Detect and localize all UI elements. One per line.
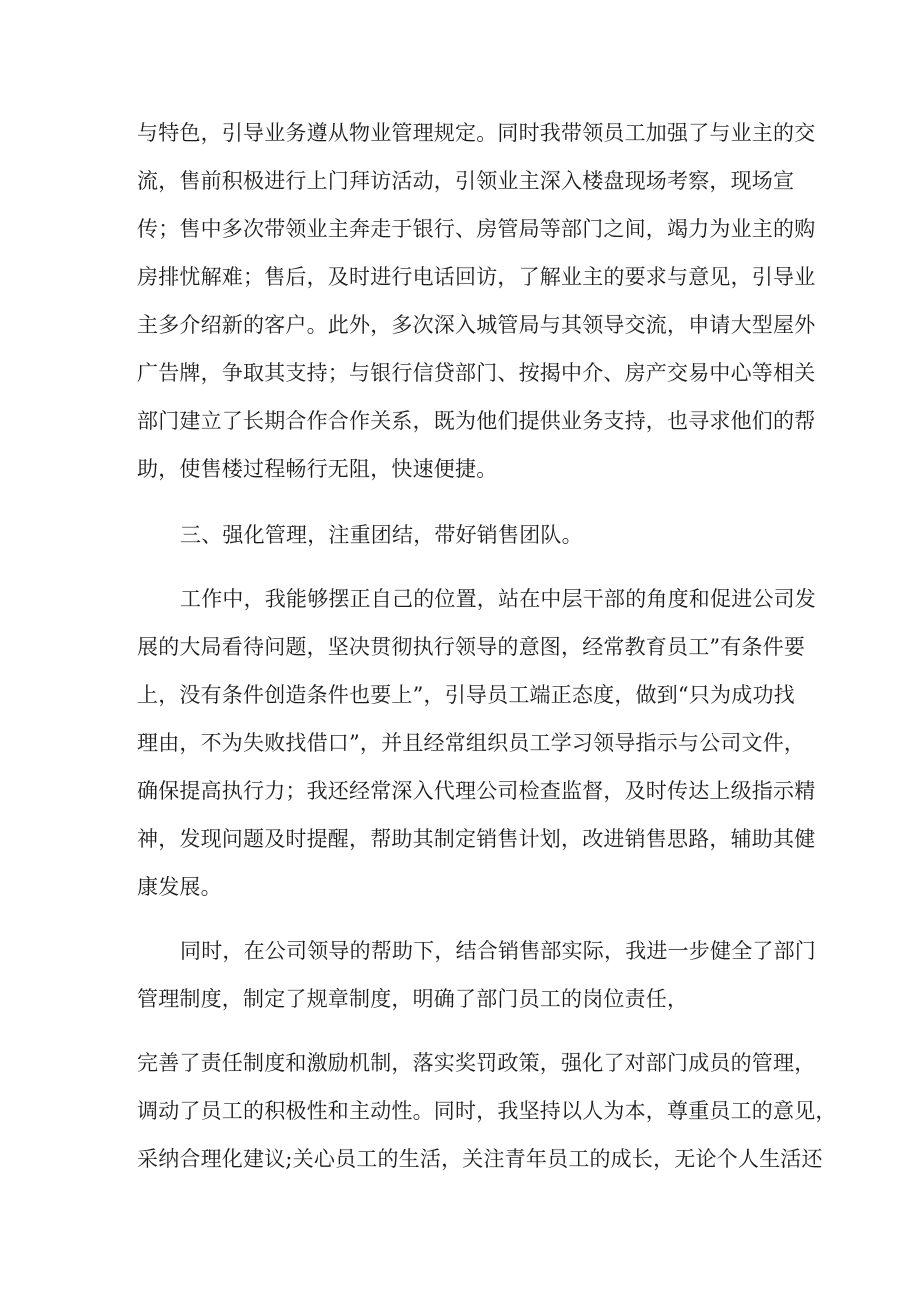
text-line: 理由，不为失败找借口”，并且经常组织员工学习领导指示与公司文件，	[137, 731, 806, 755]
text-line: 流，售前积极进行上门拜访活动，引领业主深入楼盘现场考察，现场宣	[137, 169, 795, 193]
section-heading: 三、强化管理，注重团结，带好销售团队。	[180, 523, 583, 547]
text-line: 与特色，引导业务遵从物业管理规定。同时我带领员工加强了与业主的交	[137, 121, 816, 145]
text-line: 部门建立了长期合作合作关系，既为他们提供业务支持，也寻求他们的帮	[137, 409, 816, 433]
text-line: 主多介绍新的客户。此外，多次深入城管局与其领导交流，申请大型屋外	[137, 313, 816, 337]
text-line: 调动了员工的积极性和主动性。同时，我坚持以人为本，尊重员工的意见，	[137, 1099, 837, 1123]
text-line: 采纳合理化建议;关心员工的生活，关注青年员工的成长，无论个人生活还	[137, 1147, 823, 1171]
text-line: 神，发现问题及时提醒，帮助其制定销售计划，改进销售思路，辅助其健	[137, 827, 816, 851]
text-line: 康发展。	[137, 875, 222, 899]
text-line: 确保提高执行力；我还经常深入代理公司检查监督，及时传达上级指示精	[137, 779, 816, 803]
text-line: 助，使售楼过程畅行无阻，快速便捷。	[137, 457, 498, 481]
text-line: 工作中，我能够摆正自己的位置，站在中层干部的角度和促进公司发	[180, 587, 816, 611]
text-line: 传；售中多次带领业主奔走于银行、房管局等部门之间，竭力为业主的购	[137, 217, 816, 241]
text-line: 展的大局看待问题，坚决贯彻执行领导的意图，经常教育员工”有条件要	[137, 635, 806, 659]
text-line: 房排忧解难；售后，及时进行电话回访，了解业主的要求与意见，引导业	[137, 265, 816, 289]
text-line: 管理制度，制定了规章制度，明确了部门员工的岗位责任，	[137, 987, 689, 1011]
text-line: 完善了责任制度和激励机制，落实奖罚政策，强化了对部门成员的管理，	[137, 1051, 816, 1075]
text-line: 广告牌，争取其支持；与银行信贷部门、按揭中介、房产交易中心等相关	[137, 361, 816, 385]
text-line: 同时，在公司领导的帮助下，结合销售部实际，我进一步健全了部门	[180, 939, 816, 963]
text-line: 上，没有条件创造条件也要上”，引导员工端正态度，做到“只为成功找	[137, 683, 795, 707]
